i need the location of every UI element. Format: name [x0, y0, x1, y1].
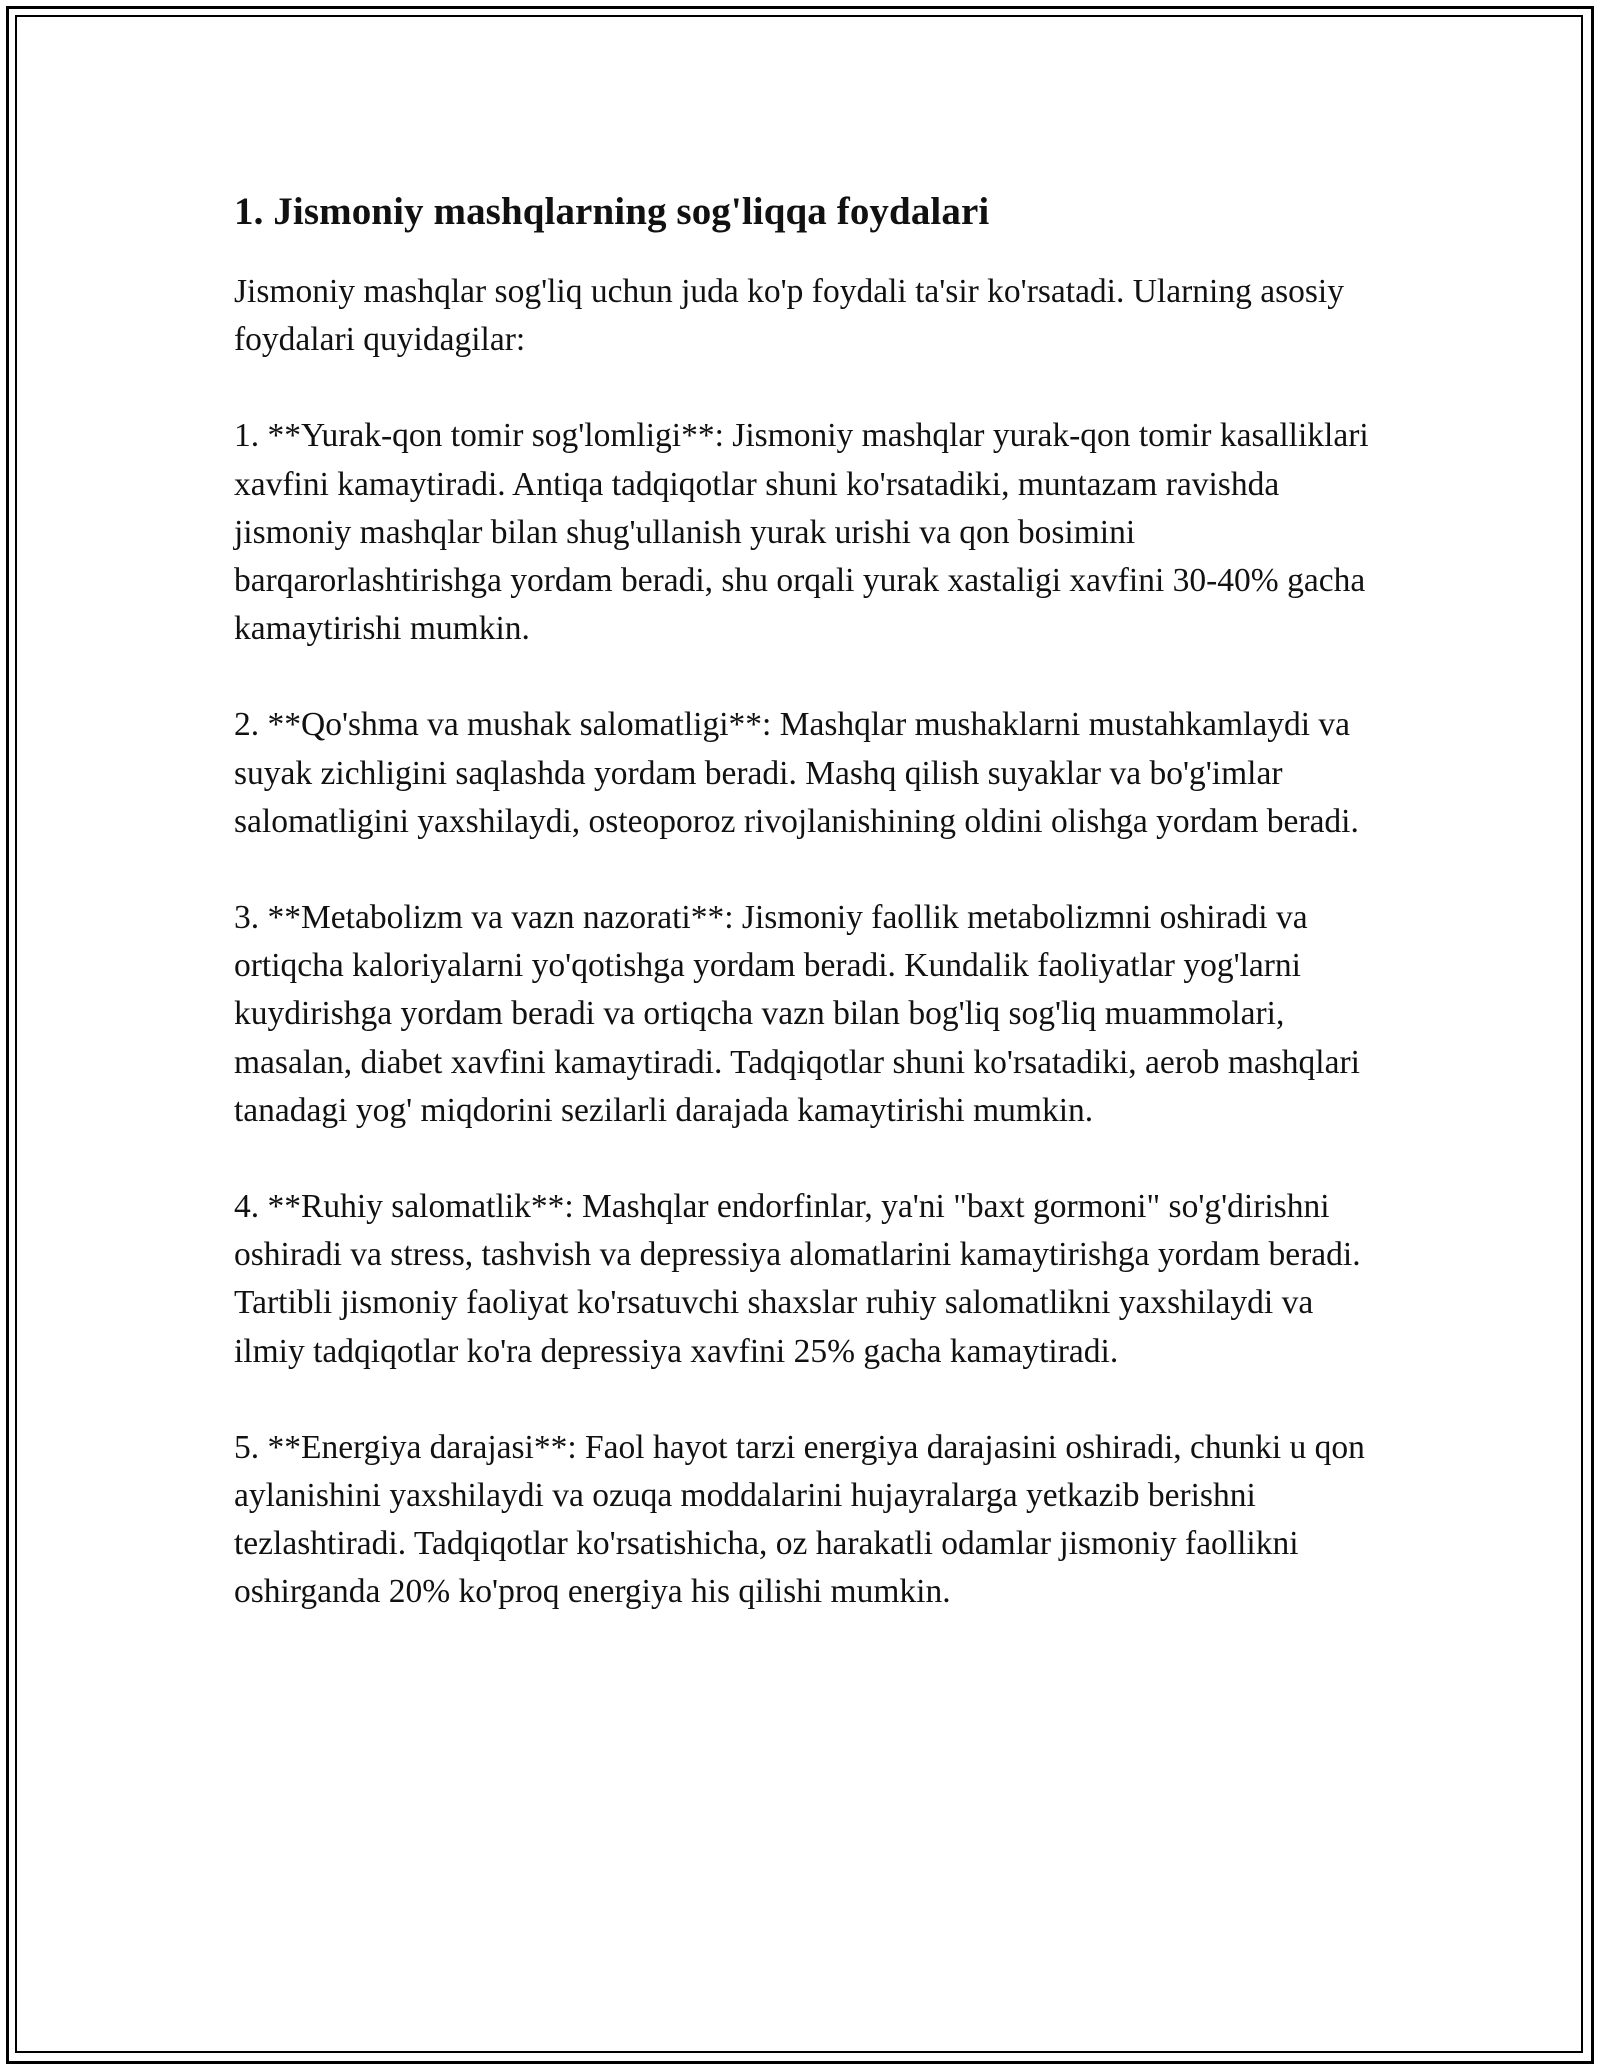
paragraph-intro: Jismoniy mashqlar sog'liq uchun juda ko'p foydali ta'sir ko'rsatadi. Ularning asosiy foydalari quyidagilar:	[234, 273, 1344, 359]
paragraph-metabolism: 3. **Metabolizm va vazn nazorati**: Jismoniy faollik metabolizmni oshiradi va ortiqcha kaloriyalarni yo'qotishga yordam beradi. Kundalik faoliyatlar yog'larni kuydirishga yordam beradi va ortiqcha vazn bilan bog'liq sog'liq muammolari, masalan, diabet xavfini kamaytiradi. Tadqiqotlar shuni ko'rsatadiki, aerob mashqlari tanadagi yog' miqdorini sezilarli darajada kamaytirishi mumkin.	[234, 899, 1360, 1129]
paragraph-joints-muscles: 2. **Qo'shma va mushak salomatligi**: Mashqlar mushaklarni mustahkamlaydi va suyak zichligini saqlashda yordam beradi. Mashq qilish suyaklar va bo'g'imlar salomatligini yaxshilaydi, osteoporoz rivojlanishining oldini olishga yordam beradi.	[234, 706, 1359, 840]
document-title: 1. Jismoniy mashqlarning sog'liqqa foydalari	[234, 190, 990, 233]
paragraph-energy: 5. **Energiya darajasi**: Faol hayot tarzi energiya darajasini oshiradi, chunki u qon aylanishini yaxshilaydi va ozuqa moddalarini hujayralarga yetkazib berishni tezlashtiradi. Tadqiqotlar ko'rsatishicha, oz harakatli odamlar jismoniy faollikni oshirganda 20% ko'proq energiya his qilishi mumkin.	[234, 1428, 1365, 1611]
paragraph-cardiovascular: 1. **Yurak-qon tomir sog'lomligi**: Jismoniy mashqlar yurak-qon tomir kasalliklari xavfini kamaytiradi. Antiqa tadqiqotlar shuni ko'rsatadiki, muntazam ravishda jismoniy mashqlar bilan shug'ullanish yurak urishi va qon bosimini barqarorlashtirishga yordam beradi, shu orqali yurak xastaligi xavfini 30-40% gacha kamaytirishi mumkin.	[234, 417, 1369, 648]
paragraph-mental-health: 4. **Ruhiy salomatlik**: Mashqlar endorfinlar, ya'ni "baxt gormoni" so'g'dirishni oshiradi va stress, tashvish va depressiya alomatlarini kamaytirishga yordam beradi. Tartibli jismoniy faoliyat ko'rsatuvchi shaxslar ruhiy salomatlikni yaxshilaydi va ilmiy tadqiqotlar ko'ra depressiya xavfini 25% gacha kamaytiradi.	[234, 1188, 1361, 1370]
document-body	[234, 184, 1384, 1617]
